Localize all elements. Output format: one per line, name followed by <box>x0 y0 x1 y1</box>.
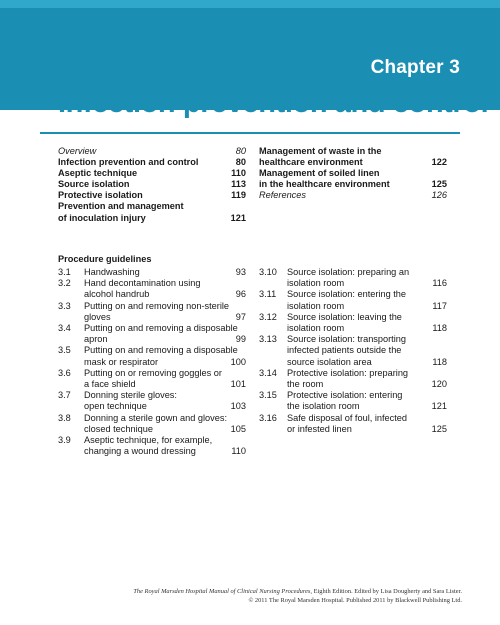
procedure-title-line: a face shield <box>84 379 136 390</box>
procedure-title-line: source isolation area <box>287 356 372 367</box>
procedure-page: 120 <box>431 379 447 390</box>
toc-entry-page: 126 <box>431 190 447 201</box>
procedure-page: 99 <box>235 334 246 345</box>
procedure-text <box>84 278 246 300</box>
toc-entry-line <box>58 201 246 212</box>
procedure-page: 118 <box>432 356 447 367</box>
procedure-page: 105 <box>230 423 246 434</box>
procedure-page: 118 <box>432 323 447 334</box>
toc-entry <box>259 146 447 168</box>
toc-entry-title: References <box>259 190 306 201</box>
procedure-number: 3.6 <box>58 367 71 378</box>
procedures-left-column <box>58 267 246 457</box>
procedure-item <box>58 345 246 367</box>
procedure-title-line: Safe disposal of foul, infected <box>287 412 408 423</box>
procedure-number: 3.9 <box>58 435 71 446</box>
toc-entry-line <box>58 146 246 157</box>
procedure-number: 3.12 <box>259 311 277 322</box>
procedure-number: 3.11 <box>259 289 277 300</box>
procedure-page: 117 <box>432 300 447 311</box>
procedure-text <box>84 390 246 412</box>
procedure-item <box>58 301 246 323</box>
toc-entry-title: Prevention and management <box>58 201 184 212</box>
procedure-title-line: Putting on and removing a disposable <box>84 323 238 334</box>
procedure-number: 3.3 <box>58 300 71 311</box>
procedure-text <box>84 435 246 457</box>
procedure-item <box>259 413 447 435</box>
procedure-title-line: mask or respirator <box>84 356 159 367</box>
procedure-title-line: isolation room <box>287 323 345 334</box>
procedure-title-line: Source isolation: preparing an <box>287 267 410 277</box>
contents-right-column <box>259 146 447 201</box>
toc-entry-page: 110 <box>231 168 246 179</box>
procedure-title-line: gloves <box>84 311 111 322</box>
procedure-item <box>58 368 246 390</box>
toc-entry-title: Overview <box>58 146 97 156</box>
toc-entry-line <box>259 179 447 190</box>
procedure-text <box>287 289 447 311</box>
toc-entry <box>259 168 447 190</box>
procedure-text <box>287 312 447 334</box>
procedure-title-line: changing a wound dressing <box>84 446 196 457</box>
procedure-title-line: the isolation room <box>287 401 360 412</box>
procedure-title-line: Source isolation: entering the <box>287 289 407 300</box>
procedure-last-line <box>84 379 246 390</box>
procedure-last-line <box>84 357 246 368</box>
procedure-title-line: Source isolation: transporting <box>287 334 406 345</box>
toc-entry-title: of inoculation injury <box>58 212 146 223</box>
procedure-text <box>84 345 246 367</box>
procedure-title-line: Putting on and removing a disposable <box>84 345 238 356</box>
toc-entry-page: 125 <box>431 179 447 190</box>
procedure-title-line: Protective isolation: entering <box>287 390 403 401</box>
toc-entry-page: 121 <box>230 212 246 223</box>
footer-line-2: © 2011 The Royal Marsden Hospital. Published 2011 by Blackwell Publishing Ltd. <box>248 596 462 604</box>
toc-entry-title: Source isolation <box>58 179 130 190</box>
toc-entry-title: Aseptic technique <box>58 168 138 179</box>
procedure-text <box>84 413 246 435</box>
procedure-last-line <box>84 424 246 435</box>
procedure-text <box>84 301 246 323</box>
procedure-item <box>259 312 447 334</box>
toc-entry-title: in the healthcare environment <box>259 179 390 190</box>
procedure-title-line: Protective isolation: preparing <box>287 367 409 378</box>
procedure-text <box>287 413 447 435</box>
procedure-item <box>58 278 246 300</box>
procedure-title-line: Source isolation: leaving the <box>287 311 402 322</box>
procedure-page: 110 <box>231 446 246 457</box>
procedure-text <box>84 267 246 278</box>
procedure-last-line <box>287 424 447 435</box>
procedure-text <box>287 390 447 412</box>
toc-entry <box>58 157 246 168</box>
toc-entry-line <box>58 179 246 190</box>
toc-entry <box>259 190 447 201</box>
footer-edition: , Eighth Edition. Edited by Lisa Dougherty and Sara Lister. <box>310 588 462 595</box>
toc-entry-line <box>58 157 246 168</box>
procedure-number: 3.15 <box>259 390 277 401</box>
procedure-item <box>58 267 246 278</box>
procedure-last-line <box>84 267 246 278</box>
procedure-last-line <box>84 334 246 345</box>
procedure-number: 3.2 <box>58 278 71 289</box>
toc-entry-title: healthcare environment <box>259 157 363 168</box>
toc-entry <box>58 201 246 223</box>
procedure-title-line: or infested linen <box>287 423 352 434</box>
procedure-last-line <box>84 289 246 300</box>
toc-entry-page: 80 <box>235 146 246 156</box>
procedure-last-line <box>287 379 447 390</box>
procedure-last-line <box>84 312 246 323</box>
toc-entry-line <box>259 190 447 201</box>
toc-entry-title: Protective isolation <box>58 190 143 201</box>
procedure-item <box>58 435 246 457</box>
procedure-number: 3.8 <box>58 412 71 423</box>
procedure-title-line: infected patients outside the <box>287 345 402 356</box>
procedures-heading: Procedure guidelines <box>58 254 152 264</box>
procedure-last-line <box>84 446 246 457</box>
chapter-label: Chapter 3 <box>370 57 460 78</box>
toc-entry-title: Management of waste in the <box>259 146 382 156</box>
procedure-title-line: Donning a sterile gown and gloves: <box>84 412 228 423</box>
toc-entry-title: Management of soiled linen <box>259 168 380 179</box>
procedure-title-line: the room <box>287 379 324 390</box>
procedure-page: 96 <box>235 289 246 300</box>
procedure-title-line: Donning sterile gloves: <box>84 390 177 401</box>
title-rule <box>40 132 460 134</box>
toc-entry-line <box>259 157 447 168</box>
procedure-last-line <box>287 401 447 412</box>
toc-entry-line <box>58 190 246 201</box>
procedure-item <box>58 413 246 435</box>
footer-book-title: The Royal Marsden Hospital Manual of Clinical Nursing Procedures <box>133 588 311 595</box>
procedure-page: 125 <box>431 423 447 434</box>
procedure-number: 3.10 <box>259 267 277 277</box>
procedure-page: 116 <box>432 278 447 289</box>
procedure-number: 3.5 <box>58 345 71 356</box>
toc-entry-line <box>259 168 447 179</box>
procedure-title-line: Putting on or removing goggles or <box>84 367 222 378</box>
procedure-page: 100 <box>230 356 246 367</box>
procedure-text <box>84 368 246 390</box>
procedure-item <box>259 368 447 390</box>
toc-entry <box>58 179 246 190</box>
procedure-page: 101 <box>230 379 246 390</box>
procedure-text <box>287 334 447 368</box>
copyright-footer <box>133 588 462 605</box>
procedure-title-line: Aseptic technique, for example, <box>84 435 213 446</box>
procedure-page: 97 <box>235 311 246 322</box>
procedure-title-line: isolation room <box>287 300 345 311</box>
procedure-last-line <box>84 401 246 412</box>
procedure-last-line <box>287 357 447 368</box>
toc-entry-line <box>259 146 447 157</box>
toc-entry <box>58 168 246 179</box>
procedure-item <box>259 390 447 412</box>
procedure-number: 3.1 <box>58 267 71 277</box>
procedure-page: 121 <box>431 401 447 412</box>
procedure-item <box>58 323 246 345</box>
procedures-right-column <box>259 267 447 435</box>
procedure-item <box>259 267 447 289</box>
toc-entry-title: Infection prevention and control <box>58 157 199 168</box>
procedure-number: 3.4 <box>58 323 71 334</box>
procedure-title-line: open technique <box>84 401 147 412</box>
procedure-number: 3.13 <box>259 334 277 345</box>
toc-entry <box>58 146 246 157</box>
procedure-title-line: Handwashing <box>84 267 140 277</box>
toc-entry-page: 119 <box>231 190 246 201</box>
footer-line-1 <box>133 588 462 597</box>
procedure-title-line: Hand decontamination using <box>84 278 201 289</box>
procedure-title-line: closed technique <box>84 423 153 434</box>
procedure-item <box>259 334 447 368</box>
procedure-title-line: Putting on and removing non-sterile <box>84 300 230 311</box>
procedure-item <box>259 289 447 311</box>
procedure-last-line <box>287 278 447 289</box>
toc-entry-page: 122 <box>431 157 447 168</box>
procedure-title-line: isolation room <box>287 278 345 289</box>
chapter-title: Infection prevention and control <box>58 87 489 119</box>
banner-top-stripe <box>0 0 500 8</box>
toc-entry-line <box>58 213 246 224</box>
procedure-title-line: alcohol handrub <box>84 289 150 300</box>
toc-entry-page: 113 <box>231 179 246 190</box>
procedure-item <box>58 390 246 412</box>
procedure-title-line: apron <box>84 334 108 345</box>
procedure-text <box>84 323 246 345</box>
procedure-last-line <box>287 323 447 334</box>
procedure-page: 93 <box>235 267 246 277</box>
procedure-number: 3.14 <box>259 367 277 378</box>
toc-entry-page: 80 <box>235 157 246 168</box>
procedure-number: 3.7 <box>58 390 71 401</box>
procedure-page: 103 <box>230 401 246 412</box>
procedure-text <box>287 267 447 289</box>
procedure-number: 3.16 <box>259 412 277 423</box>
procedure-text <box>287 368 447 390</box>
procedure-last-line <box>287 301 447 312</box>
toc-entry-line <box>58 168 246 179</box>
contents-left-column <box>58 146 246 224</box>
toc-entry <box>58 190 246 201</box>
